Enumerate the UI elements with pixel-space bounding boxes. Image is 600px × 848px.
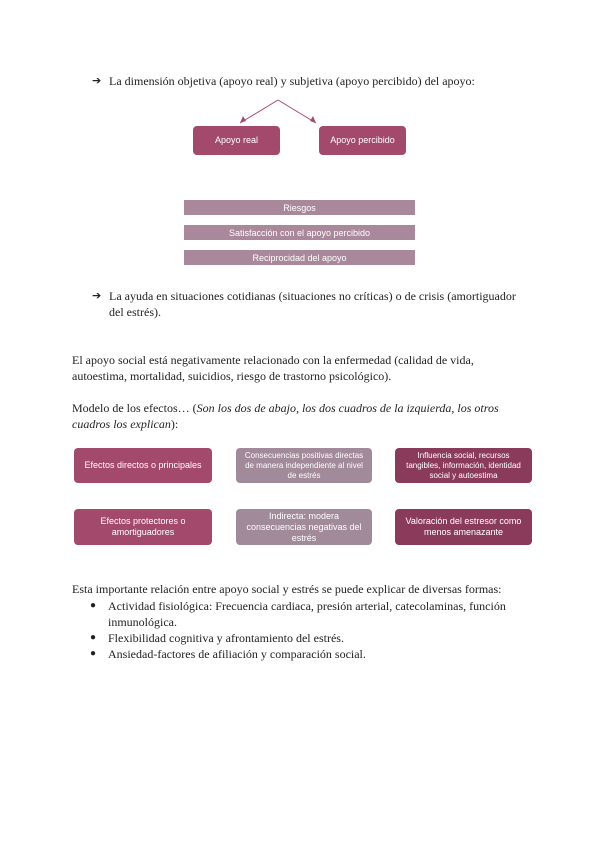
bullet-dot: ●: [90, 648, 97, 659]
section2-line1: La ayuda en situaciones cotidianas (situaciones no críticas) o de crisis (amortiguador: [109, 289, 516, 303]
para2-line2: cuadros los explican):: [72, 417, 179, 431]
arrow-bullet: ➔: [92, 74, 102, 87]
indirecta-box: Indirecta: modera consecuencias negativas del estrés: [236, 509, 372, 545]
item1-line1: Actividad fisiológica: Frecuencia cardiaca, presión arterial, catecolaminas, función: [108, 599, 506, 613]
apoyo-real-box: Apoyo real: [193, 126, 280, 155]
arrow-bullet: ➔: [92, 289, 102, 302]
bar-reciprocidad: Reciprocidad del apoyo: [184, 250, 415, 265]
efectos-directos-box: Efectos directos o principales: [74, 448, 212, 483]
section2-line2: del estrés).: [109, 305, 161, 319]
bar-satisfaccion: Satisfacción con el apoyo percibido: [184, 225, 415, 240]
item2: Flexibilidad cognitiva y afrontamiento del estrés.: [108, 631, 344, 645]
consecuencias-positivas-box: Consecuencias positivas directas de manera independiente al nivel de estrés: [236, 448, 372, 483]
para1-line2: autoestima, mortalidad, suicidios, riesgo de trastorno psicológico).: [72, 369, 392, 383]
apoyo-percibido-box: Apoyo percibido: [319, 126, 406, 155]
para2-line1: Modelo de los efectos… (Son los dos de abajo, los dos cuadros de la izquierda, los otros: [72, 401, 499, 415]
bullet-dot: ●: [90, 632, 97, 643]
section1-text: La dimensión objetiva (apoyo real) y subjetiva (apoyo percibido) del apoyo:: [109, 74, 475, 88]
valoracion-estresor-box: Valoración del estresor como menos amenazante: [395, 509, 532, 545]
item3: Ansiedad-factores de afiliación y comparación social.: [108, 647, 366, 661]
efectos-protectores-box: Efectos protectores o amortiguadores: [74, 509, 212, 545]
para3-intro: Esta importante relación entre apoyo social y estrés se puede explicar de diversas formas:: [72, 582, 502, 596]
para1-line1: El apoyo social está negativamente relacionado con la enfermedad (calidad de vida,: [72, 353, 474, 367]
bar-riesgos: Riesgos: [184, 200, 415, 215]
influencia-social-box: Influencia social, recursos tangibles, información, identidad social y autoestima: [395, 448, 532, 483]
diagram1-connector: [0, 0, 600, 130]
bullet-dot: ●: [90, 600, 97, 611]
item1-line2: inmunológica.: [108, 615, 177, 629]
